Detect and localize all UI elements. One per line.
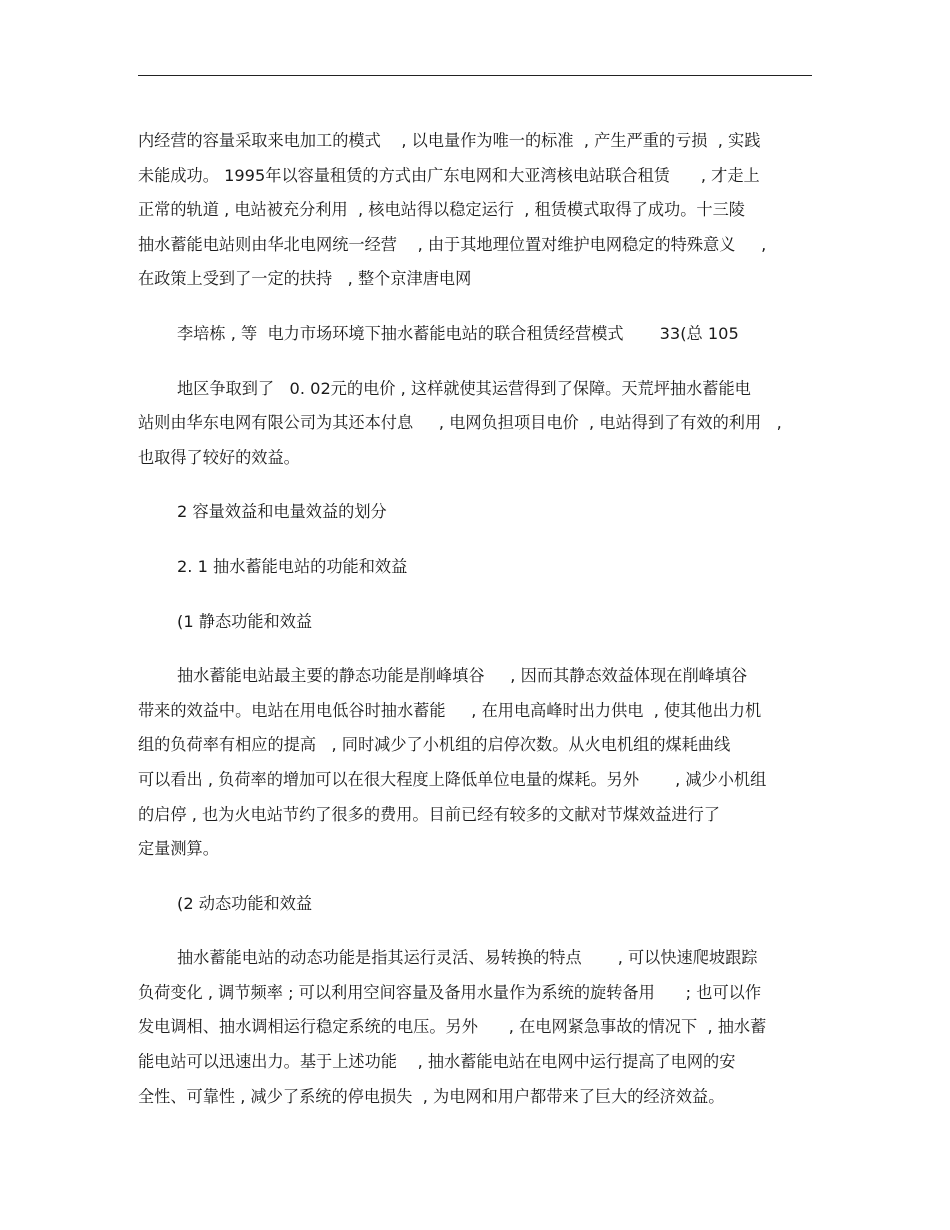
heading-text: 2 容量效益和电量效益的划分 [177, 502, 387, 522]
text-line: 抽水蓄能电站则由华北电网统一经营 , 由于其地理位置对维护电网稳定的特殊意义 , [138, 234, 767, 254]
text-line: 的启停 , 也为火电站节约了很多的费用。目前已经有较多的文献对节煤效益进行了 [138, 804, 720, 824]
section-heading [138, 495, 828, 530]
heading-text: (1 静态功能和效益 [177, 611, 313, 631]
text-line: 站则由华东电网有限公司为其还本付息 , 电网负担项目电价 , 电站得到了有效的利用 , [138, 413, 782, 433]
text-line: 未能成功。 1995年以容量租赁的方式由广东电网和大亚湾核电站联合租赁 , 才走上 [138, 165, 760, 185]
subsection-heading [138, 550, 828, 585]
text-line: 在政策上受到了一定的扶持 , 整个京津唐电网 [138, 269, 472, 289]
paragraph-static-benefit [138, 659, 828, 867]
paragraph-lease-history [138, 124, 828, 297]
heading-text: (2 动态功能和效益 [177, 893, 313, 913]
text-line: 抽水蓄能电站最主要的静态功能是削峰填谷 , 因而其静态效益体现在削峰填谷 [177, 666, 748, 686]
paragraph-dynamic-benefit [138, 941, 828, 1114]
text-line: 抽水蓄能电站的动态功能是指其运行灵活、易转换的特点 , 可以快速爬坡跟踪 [177, 948, 758, 968]
text-line: 也取得了较好的效益。 [138, 447, 300, 467]
heading-text: 2. 1 抽水蓄能电站的功能和效益 [177, 556, 408, 576]
text-line: 李培栋 , 等 电力市场环境下抽水蓄能电站的联合租赁经营模式 33(总 105 [177, 323, 739, 343]
text-line: 地区争取到了 0. 02元的电价 , 这样就使其运营得到了保障。天荒坪抽水蓄能电 [177, 378, 751, 398]
running-header-citation [138, 317, 828, 352]
text-line: 内经营的容量采取来电加工的模式 , 以电量作为唯一的标准 , 产生严重的亏损 , 实践 [138, 131, 761, 150]
text-line: 带来的效益中。电站在用电低谷时抽水蓄能 , 在用电高峰时出力供电 , 使其他出力机 [138, 700, 762, 720]
text-line: 定量测算。 [138, 839, 219, 859]
text-line: 组的负荷率有相应的提高 , 同时减少了小机组的启停次数。从火电机组的煤耗曲线 [138, 735, 731, 755]
paragraph-tianhuangping [138, 372, 828, 476]
text-line: 能电站可以迅速出力。基于上述功能 , 抽水蓄能电站在电网中运行提高了电网的安 [138, 1052, 736, 1072]
text-line: 正常的轨道 , 电站被充分利用 , 核电站得以稳定运行 , 租赁模式取得了成功。十三陵 [138, 200, 745, 220]
subheading-dynamic [138, 887, 828, 922]
text-line: 负荷变化 , 调节频率 ; 可以利用空间容量及备用水量作为系统的旋转备用 ; 也可以作 [138, 982, 762, 1002]
subheading-static [138, 605, 828, 640]
text-line: 全性、可靠性 , 减少了系统的停电损失 , 为电网和用户都带来了巨大的经济效益。 [138, 1086, 725, 1106]
text-line: 发电调相、抽水调相运行稳定系统的电压。另外 , 在电网紧急事故的情况下 , 抽水蓄 [138, 1017, 767, 1037]
header-rule [138, 75, 812, 76]
page-body [138, 124, 828, 1114]
text-line: 可以看出 , 负荷率的增加可以在很大程度上降低单位电量的煤耗。另外 , 减少小机组 [138, 769, 767, 789]
